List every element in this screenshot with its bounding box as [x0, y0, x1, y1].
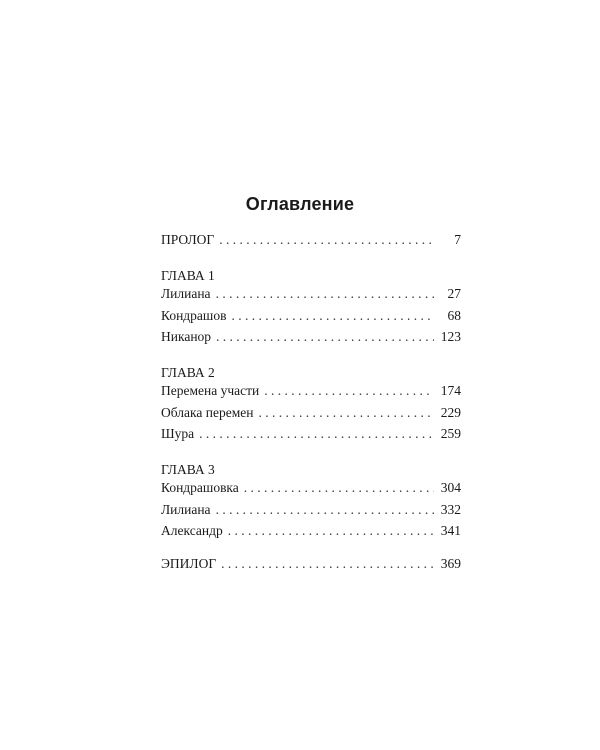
entry-page-number: 304 [440, 480, 461, 495]
entry-page-number: 332 [440, 501, 461, 517]
toc-entry [161, 405, 461, 427]
toc-entry [161, 523, 461, 545]
toc-entry [161, 308, 461, 330]
entry-page-number: 369 [440, 555, 461, 571]
toc-entry [161, 329, 461, 351]
entry-page-number: 259 [440, 426, 461, 441]
entry-page-number: 68 [447, 307, 461, 323]
dot-leader [258, 405, 434, 421]
toc-entry [161, 480, 461, 502]
chapter-heading-3: ГЛАВА 3 [161, 461, 215, 477]
toc-entry [161, 426, 461, 448]
dot-leader [228, 523, 434, 539]
dot-leader [264, 383, 434, 399]
entry-page-number: 27 [447, 286, 461, 301]
entry-label: Кондрашов [161, 307, 227, 323]
entry-label: Лилиана [161, 501, 211, 517]
entry-label: Александр [161, 523, 223, 538]
entry-label: Шура [161, 426, 195, 441]
dot-leader [221, 556, 434, 572]
dot-leader [231, 308, 434, 324]
entry-label: Облака перемен [161, 404, 254, 420]
entry-label: Никанор [161, 329, 212, 344]
entry-label: Перемена участи [161, 383, 260, 398]
entry-page-number: 7 [454, 232, 461, 247]
toc-entry [161, 383, 461, 405]
entry-label: ПРОЛОГ [161, 232, 215, 247]
dot-leader [219, 232, 434, 248]
toc-entry [161, 502, 461, 524]
entry-label: Лилиана [161, 286, 211, 301]
entry-page-number: 123 [440, 329, 461, 344]
toc-title: Оглавление [245, 194, 355, 214]
toc-entry-epilogue [161, 556, 461, 578]
entry-page-number: 341 [440, 523, 461, 538]
toc-entry [161, 286, 461, 308]
toc-entry-prologue [161, 232, 461, 254]
dot-leader [199, 426, 434, 442]
entry-label: ЭПИЛОГ [161, 555, 217, 571]
entry-page-number: 229 [440, 404, 461, 420]
dot-leader [216, 502, 434, 518]
entry-label: Кондрашовка [161, 480, 239, 495]
dot-leader [244, 480, 434, 496]
entry-page-number: 174 [440, 383, 461, 398]
chapter-heading-1: ГЛАВА 1 [161, 267, 215, 283]
chapter-heading-2: ГЛАВА 2 [161, 364, 215, 380]
dot-leader [216, 286, 434, 302]
dot-leader [216, 329, 434, 345]
table-of-contents [161, 232, 461, 577]
